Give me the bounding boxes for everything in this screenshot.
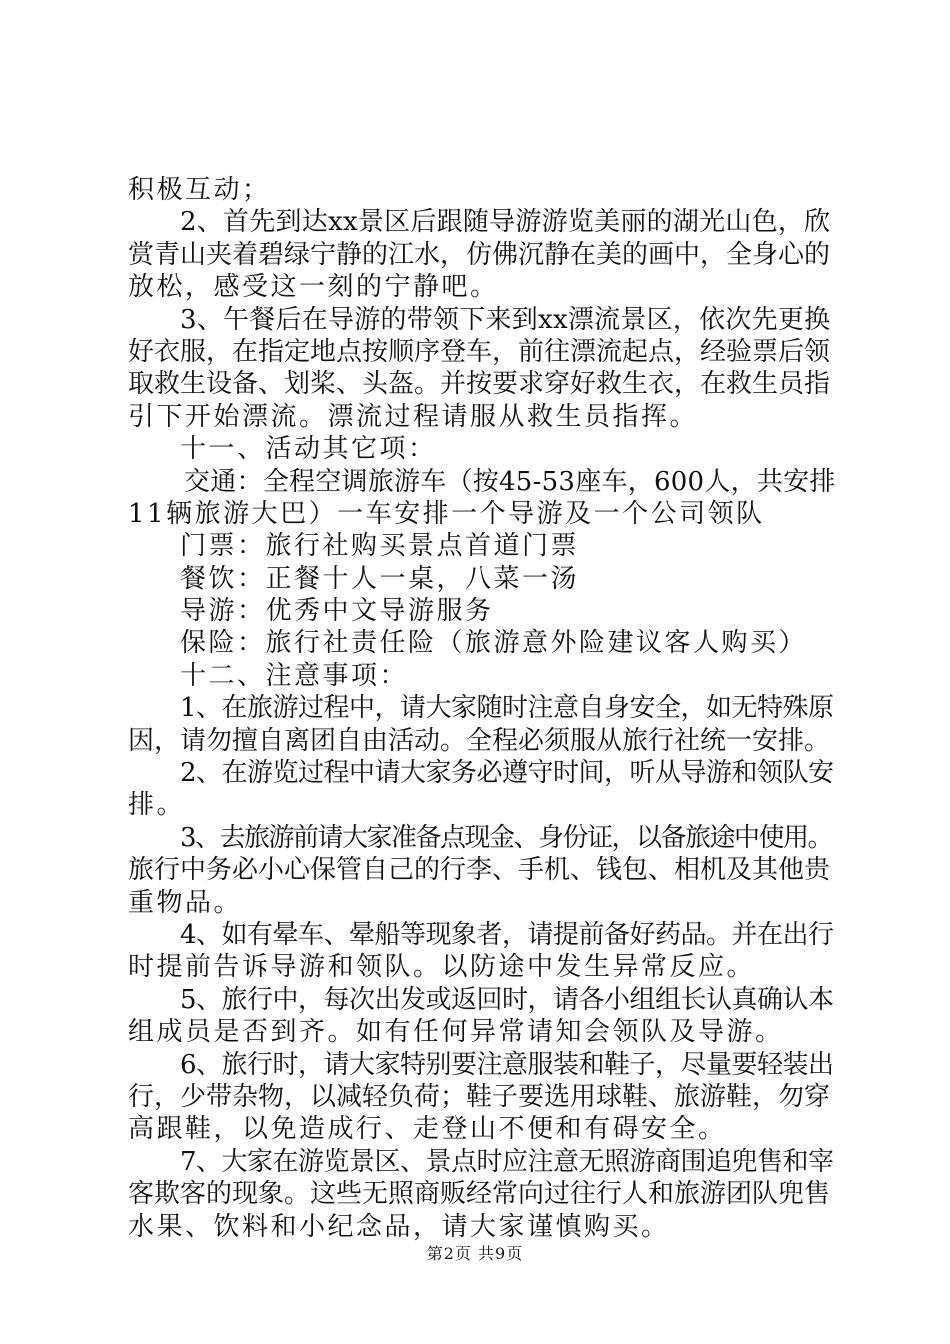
- document-body: [128, 174, 836, 1243]
- text-line: 5、旅行中，每次出发或返回时，请各小组组长认真确认本: [180, 984, 834, 1015]
- text-line: 7、大家在游览景区、景点时应注意无照游商围追兜售和宰: [180, 1146, 834, 1177]
- text-line: 高跟鞋，以免造成行、走登山不便和有碍安全。: [128, 1114, 727, 1145]
- text-line: 导游：优秀中文导游服务: [180, 596, 494, 627]
- text-line: 3、去旅游前请大家准备点现金、身份证，以备旅途中使用。: [180, 822, 833, 853]
- text-line: 11辆旅游大巴）一车安排一个导游及一个公司领队: [128, 498, 765, 529]
- text-line: 重物品。: [128, 887, 243, 918]
- text-line: 保险：旅行社责任险（旅游意外险建议客人购买）: [180, 628, 808, 659]
- text-line: 取救生设备、划桨、头盔。并按要求穿好救生衣，在救生员指: [128, 369, 831, 400]
- text-line: 3、午餐后在导游的带领下来到xx漂流景区，依次先更换: [180, 304, 831, 335]
- text-line: 4、如有晕车、晕船等现象者，请提前备好药品。并在出行: [180, 919, 834, 950]
- text-line: 6、旅行时，请大家特别要注意服装和鞋子，尽量要轻装出: [180, 1049, 834, 1080]
- text-line: 时提前告诉导游和领队。以防途中发生异常反应。: [128, 952, 756, 983]
- text-line: 2、首先到达xx景区后跟随导游游览美丽的湖光山色，欣: [180, 207, 831, 238]
- text-line: 积极互动；: [128, 175, 271, 205]
- section-heading: 十一、活动其它项：: [180, 434, 437, 465]
- text-line: 放松，感受这一刻的宁静吧。: [128, 272, 499, 303]
- text-line: 2、在游览过程中请大家务必遵守时间，听从导游和领队安: [180, 758, 834, 789]
- text-line: 因，请勿擅自离团自由活动。全程必须服从旅行社统一安排。: [128, 725, 831, 756]
- text-line: 好衣服，在指定地点按顺序登车，前往漂流起点，经验票后领: [128, 336, 831, 367]
- text-line: 交通：全程空调旅游车（按45-53座车，600人，共安排: [184, 466, 836, 497]
- text-line: 1、在旅游过程中，请大家随时注意自身安全，如无特殊原: [180, 693, 834, 724]
- text-line: 水果、饮料和小纪念品，请大家谨慎购买。: [128, 1211, 670, 1242]
- text-line: 组成员是否到齐。如有任何异常请知会领队及导游。: [128, 1017, 784, 1048]
- text-line: 赏青山夹着碧绿宁静的江水，仿佛沉静在美的画中，全身心的: [128, 239, 831, 270]
- page-number-footer: 第2页 共9页: [426, 1244, 524, 1263]
- text-line: 引下开始漂流。漂流过程请服从救生员指挥。: [128, 401, 699, 432]
- text-line: 餐饮：正餐十人一桌，八菜一汤: [180, 563, 580, 594]
- text-line: 门票：旅行社购买景点首道门票: [180, 531, 580, 562]
- text-line: 客欺客的现象。这些无照商贩经常向过往行人和旅游团队兜售: [128, 1179, 831, 1210]
- section-heading: 十二、注意事项：: [180, 660, 409, 691]
- text-line: 旅行中务必小心保管自己的行李、手机、钱包、相机及其他贵: [128, 855, 831, 886]
- text-line: 排。: [128, 790, 186, 821]
- text-line: 行，少带杂物，以减轻负荷；鞋子要选用球鞋、旅游鞋，勿穿: [128, 1081, 831, 1112]
